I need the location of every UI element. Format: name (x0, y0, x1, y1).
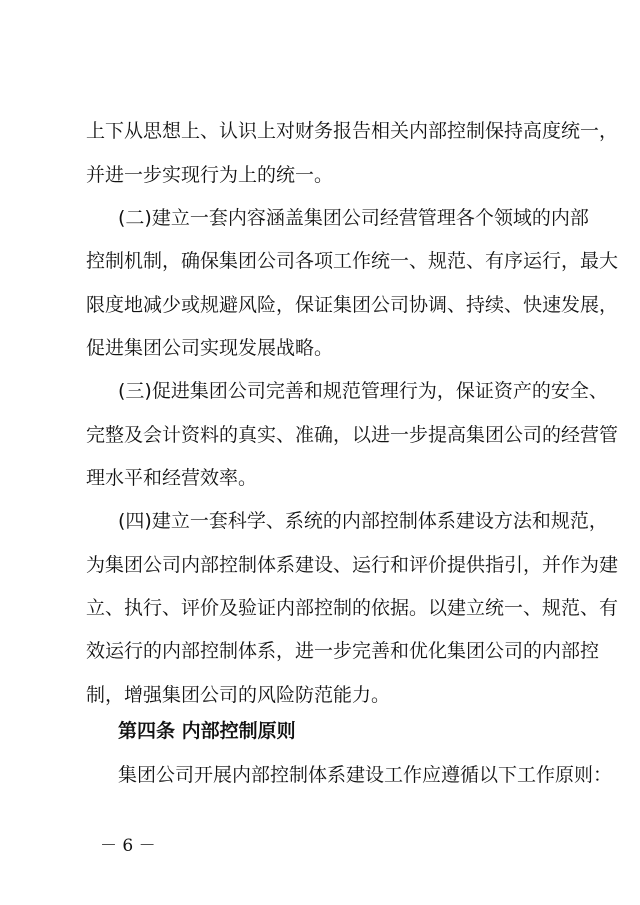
paragraph-line: 立、执行、评价及验证内部控制的依据。以建立统一、规范、有 (86, 597, 619, 619)
paragraph-line: 并进一步实现行为上的统一。 (86, 164, 334, 186)
paragraph-line: 限度地减少或规避风险，保证集团公司协调、持续、快速发展， (86, 294, 619, 316)
paragraph-line: (二)建立一套内容涵盖集团公司经营管理各个领域的内部 (118, 207, 589, 229)
paragraph-line: (四)建立一套科学、系统的内部控制体系建设方法和规范， (118, 510, 608, 532)
paragraph-line: 为集团公司内部控制体系建设、运行和评价提供指引，并作为建 (86, 554, 619, 576)
paragraph-line: 完整及会计资料的真实、准确，以进一步提高集团公司的经营管 (86, 424, 619, 446)
paragraph-line: 制，增强集团公司的风险防范能力。 (86, 684, 391, 706)
page-number: － 6 － (100, 836, 156, 856)
paragraph-line: 促进集团公司实现发展战略。 (86, 337, 334, 359)
paragraph-line: 效运行的内部控制体系，进一步完善和优化集团公司的内部控 (86, 640, 600, 662)
paragraph-line: 集团公司开展内部控制体系建设工作应遵循以下工作原则： (118, 764, 613, 786)
paragraph-line: 控制机制，确保集团公司各项工作统一、规范、有序运行，最大 (86, 250, 619, 272)
paragraph-line: (三)促进集团公司完善和规范管理行为，保证资产的安全、 (118, 380, 608, 402)
article-heading: 第四条 内部控制原则 (118, 720, 296, 742)
paragraph-line: 上下从思想上、认识上对财务报告相关内部控制保持高度统一， (86, 120, 619, 142)
paragraph-line: 理水平和经营效率。 (86, 467, 258, 489)
